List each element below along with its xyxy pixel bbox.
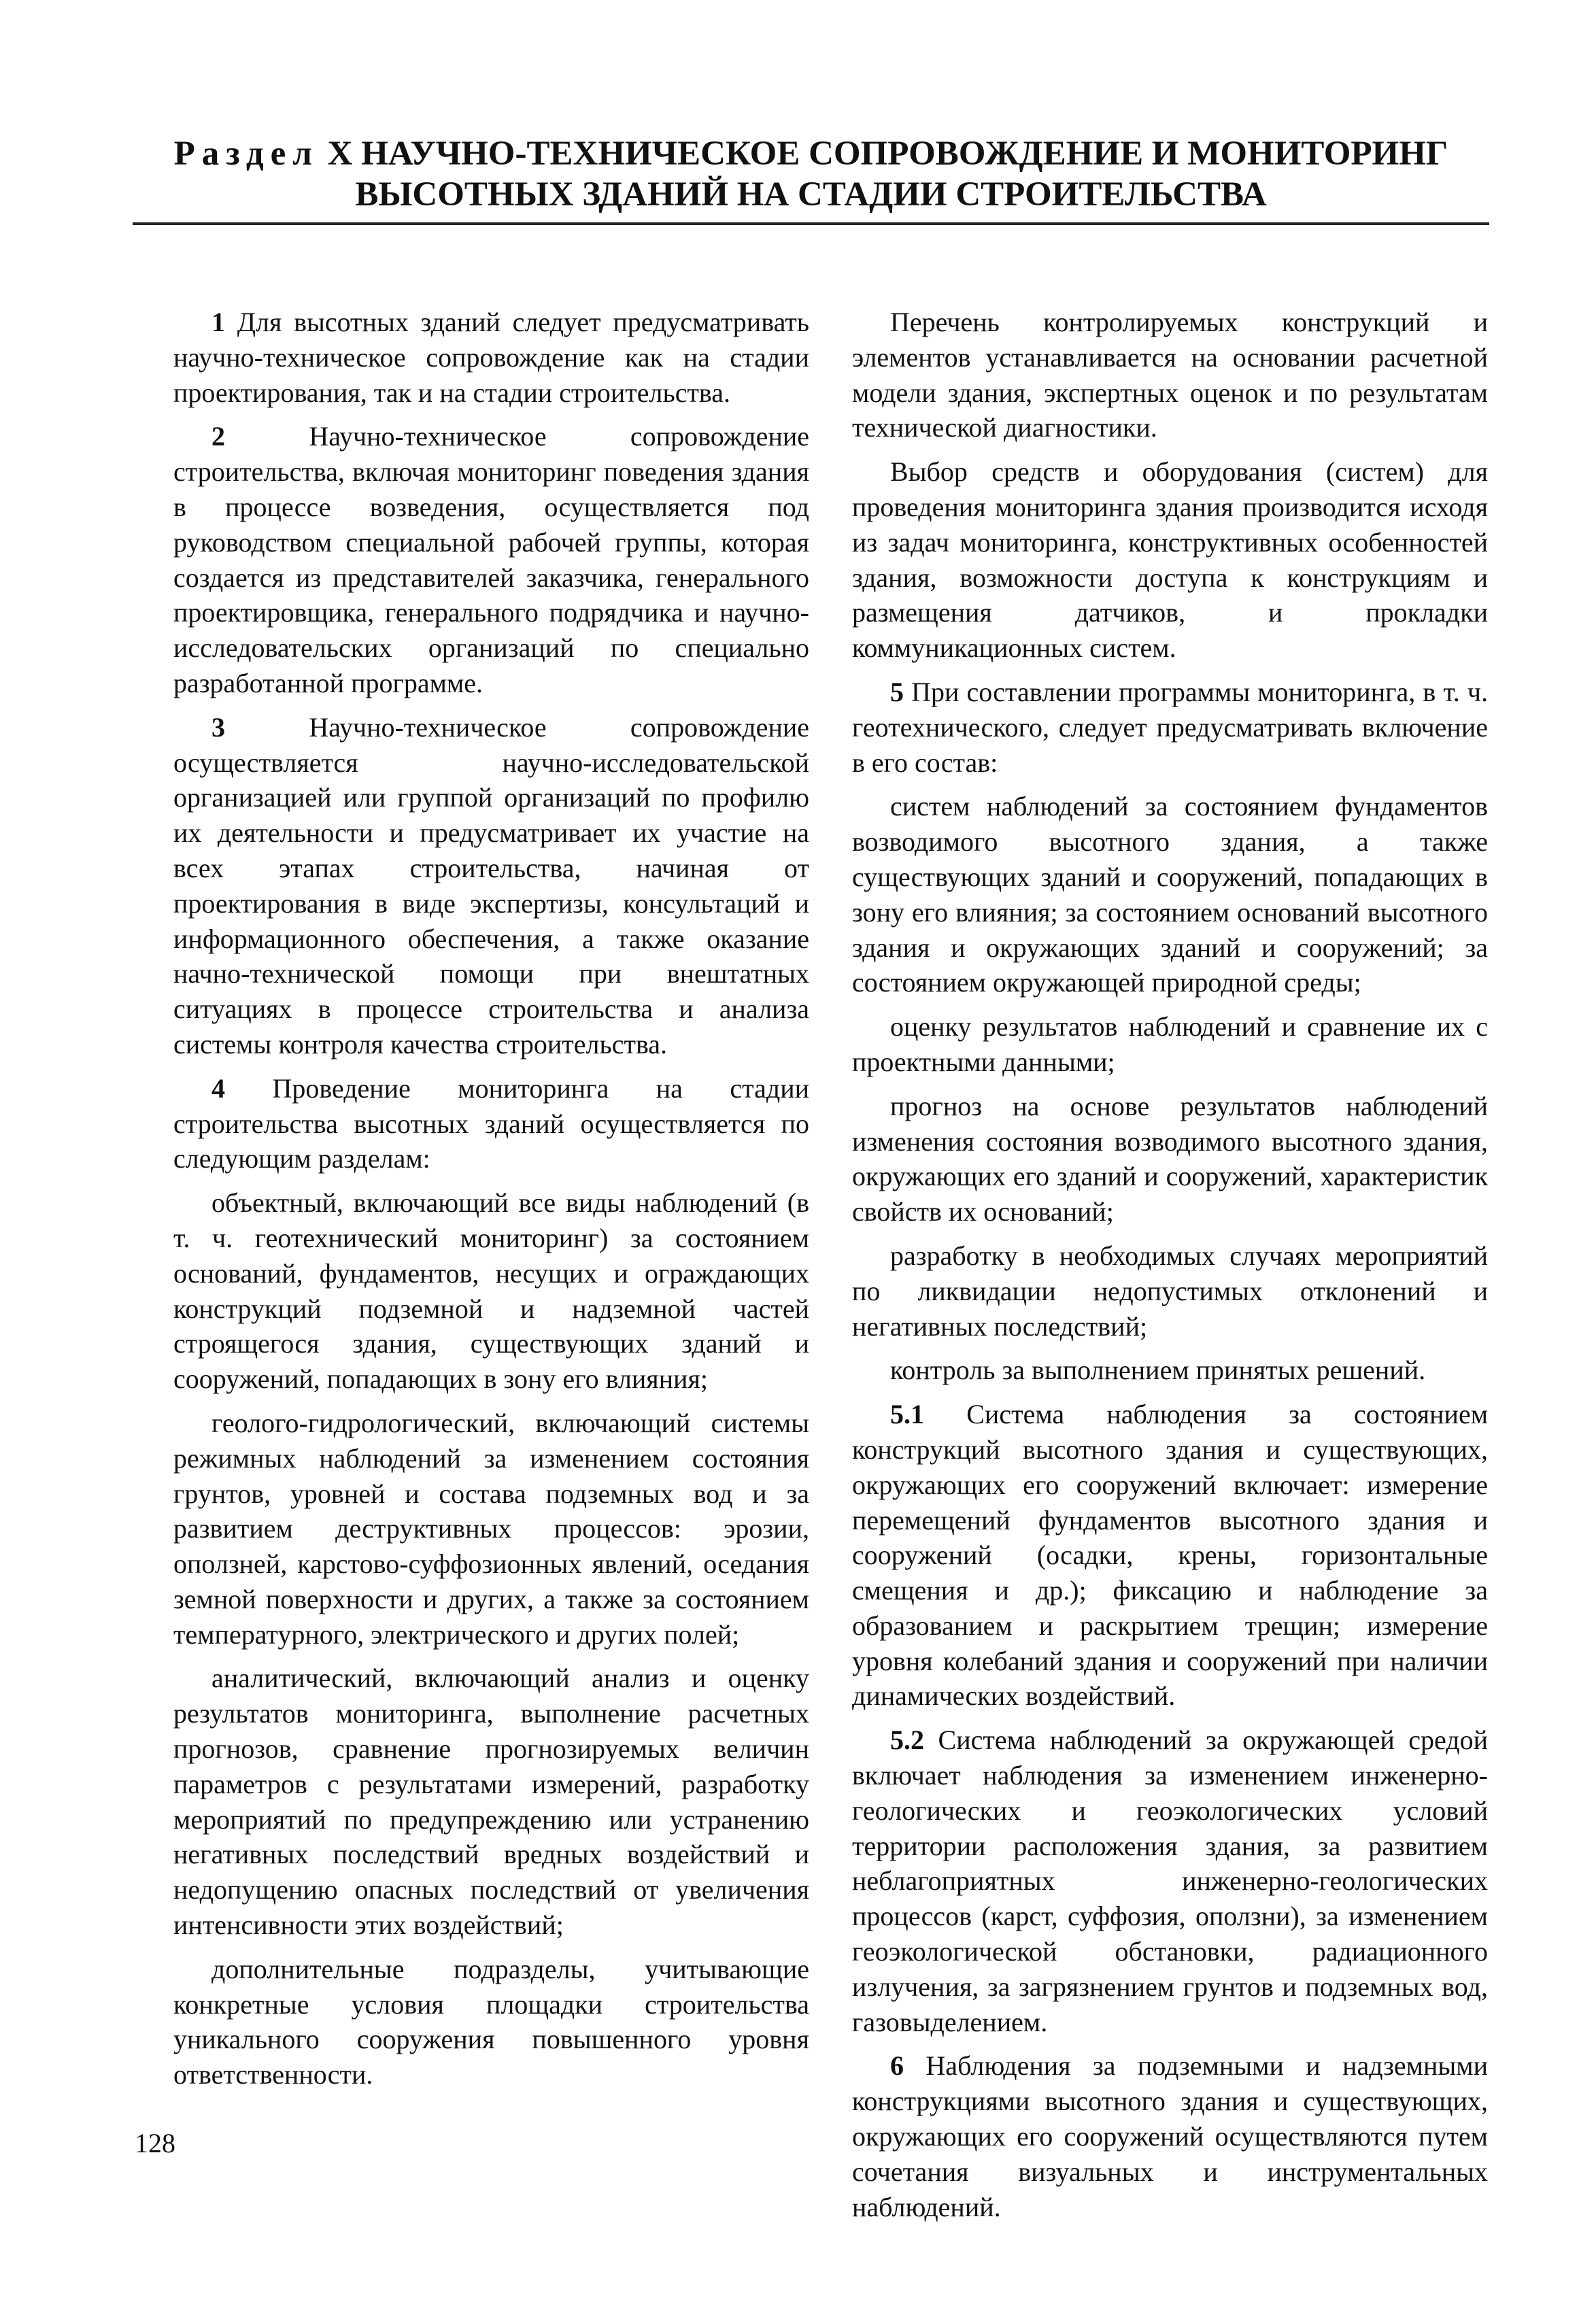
paragraph-text: дополнительные подразделы, учитывающие конкретные условия площадки строительства уникального сооружения повышенного уровня ответственности.	[173, 1953, 809, 2090]
section-title-line-1	[133, 133, 1489, 174]
clause-number: 2	[211, 421, 225, 452]
paragraph-text: объектный, включающий все виды наблюдений (в т. ч. геотехнический мониторинг) за состоянием оснований, фундаментов, несущих и ограждающих конструкций подземной и надземной частей строящегося здания, существующих зданий и сооружений, попадающих в зону его влияния;	[173, 1187, 809, 1395]
paragraph-text: прогноз на основе результатов наблюдений изменения состояния возводимого высотного здания, окружающих его зданий и сооружений, характеристик свойств их оснований;	[852, 1090, 1488, 1227]
section-title-line-2: ВЫСОТНЫХ ЗДАНИЙ НА СТАДИИ СТРОИТЕЛЬСТВА	[355, 175, 1267, 214]
right-column	[852, 305, 1488, 2233]
section-word: Раздел	[173, 135, 319, 173]
paragraph-text: Научно-техническое сопровождение строительства, включая мониторинг поведения здания в процессе возведения, осуществляется под руководством специальной рабочей группы, которая создается из представителей заказчика, генерального проектировщика, генерального подрядчика и научно-исследовательских организаций по специально разработанной программе.	[173, 421, 810, 698]
paragraph-2	[173, 419, 809, 700]
list-item-forecast	[852, 1089, 1488, 1230]
paragraph-text: Перечень контролируемых конструкций и элементов устанавливается на основании расчетной модели здания, экспертных оценок и по результатам технической диагностики.	[852, 307, 1488, 443]
list-item-additional	[173, 1952, 809, 2092]
paragraph-text: При составлении программы мониторинга, в т. ч. геотехнического, следует предусматривать включение в его состав:	[852, 676, 1489, 778]
paragraph-text: Научно-техническое сопровождение осуществляется научно-исследовательской организацией или группой организаций по профилю их деятельности и предусматривает их участие на всех этапах строительства, начиная от проектирования в виде экспертизы, консультаций и информационного обеспечения, а также оказание начно-технической помощи при внештатных ситуациях в процессе строительства и анализа системы контроля качества строительства.	[173, 711, 810, 1059]
clause-number: 6	[890, 2050, 904, 2082]
paragraph-1	[173, 305, 809, 410]
paragraph-6	[852, 2048, 1488, 2224]
clause-number: 4	[211, 1072, 225, 1104]
clause-number: 3	[211, 711, 225, 743]
clause-number: 5.2	[890, 1725, 924, 1756]
paragraph-equipment	[852, 454, 1488, 666]
paragraph-text: Наблюдения за подземными и надземными конструкциями высотного здания и существующих, окружающих его сооружений осуществляются путем сочетания визуальных и инструментальных наблюдений.	[852, 2050, 1488, 2222]
list-item-systems	[852, 789, 1488, 1000]
list-item-objective	[173, 1185, 809, 1397]
clause-number: 5.1	[890, 1399, 924, 1430]
paragraph-3	[173, 710, 809, 1062]
paragraph-text: оценку результатов наблюдений и сравнение их с проектными данными;	[852, 1011, 1488, 1077]
header-divider	[133, 222, 1489, 225]
paragraph-text: Система наблюдения за состоянием конструкций высотного здания и существующих, окружающих его сооружений включает: измерение перемещений фундаментов высотного здания и сооружений (осадки, крены, горизонтальные смещения и др.); фиксацию и наблюдение за образованием и раскрытием трещин; измерение уровня колебаний здания и сооружений при наличии динамических воздействий.	[852, 1399, 1489, 1712]
paragraph-text: Выбор средств и оборудования (систем) для проведения мониторинга здания производится исходя из задач мониторинга, конструктивных особенностей здания, возможности доступа к конструкциям и размещения датчиков, и прокладки коммуникационных систем.	[852, 456, 1488, 664]
paragraph-controlled-list	[852, 305, 1488, 445]
section-header	[133, 133, 1489, 215]
paragraph-5-2	[852, 1723, 1488, 2039]
paragraph-text: Проведение мониторинга на стадии строительства высотных зданий осуществляется по следующим разделам:	[173, 1072, 810, 1174]
clause-number: 5	[890, 676, 904, 707]
paragraph-text: аналитический, включающий анализ и оценку результатов мониторинга, выполнение расчетных прогнозов, сравнение прогнозируемых величин параметров с результатами измерений, разработку мероприятий по предупреждению или устранению негативных последствий вредных воздействий и недопущению опасных последствий от увеличения интенсивности этих воздействий;	[173, 1663, 809, 1941]
clause-number: 1	[211, 307, 225, 337]
section-title-text: НАУЧНО-ТЕХНИЧЕСКОЕ СОПРОВОЖДЕНИЕ И МОНИТОРИНГ	[361, 135, 1448, 173]
list-item-measures	[852, 1238, 1488, 1344]
paragraph-5	[852, 675, 1488, 780]
paragraph-text: разработку в необходимых случаях мероприятий по ликвидации недопустимых отклонений и негативных последствий;	[852, 1240, 1488, 1342]
list-item-evaluation	[852, 1009, 1488, 1080]
paragraph-4	[173, 1071, 809, 1176]
paragraph-text: Система наблюдений за окружающей средой включает наблюдения за изменением инженерно-геологических и геоэкологических условий территории расположения здания, за развитием неблагоприятных инженерно-геологических процессов (карст, суффозия, оползни), за изменением геоэкологической обстановки, радиационного излучения, за загрязнением грунтов и подземных вод, газовыделением.	[852, 1725, 1488, 2037]
paragraph-text: контроль за выполнением принятых решений.	[890, 1355, 1426, 1386]
paragraph-text: Для высотных зданий следует предусматривать научно-техническое сопровождение как на стадии проектирования, так и на стадии строительства.	[173, 307, 810, 408]
section-number: X	[327, 135, 353, 173]
paragraph-text: геолого-гидрологический, включающий системы режимных наблюдений за изменением состояния грунтов, уровней и состава подземных вод и за развитием деструктивных процессов: эрозии, оползней, карстово-суффозионных явлений, оседания земной поверхности и других, а также за состоянием температурного, электрического и других полей;	[173, 1407, 809, 1650]
list-item-analytical	[173, 1661, 809, 1942]
list-item-geological	[173, 1406, 809, 1652]
left-column	[173, 305, 809, 2101]
page-number: 128	[135, 2128, 175, 2158]
paragraph-5-1	[852, 1397, 1488, 1714]
paragraph-text: систем наблюдений за состоянием фундаментов возводимого высотного здания, а также существующих зданий и сооружений, попадающих в зону его влияния; за состоянием оснований высотного здания и окружающих зданий и сооружений; за состоянием окружающей природной среды;	[852, 791, 1488, 998]
list-item-control	[852, 1353, 1488, 1388]
